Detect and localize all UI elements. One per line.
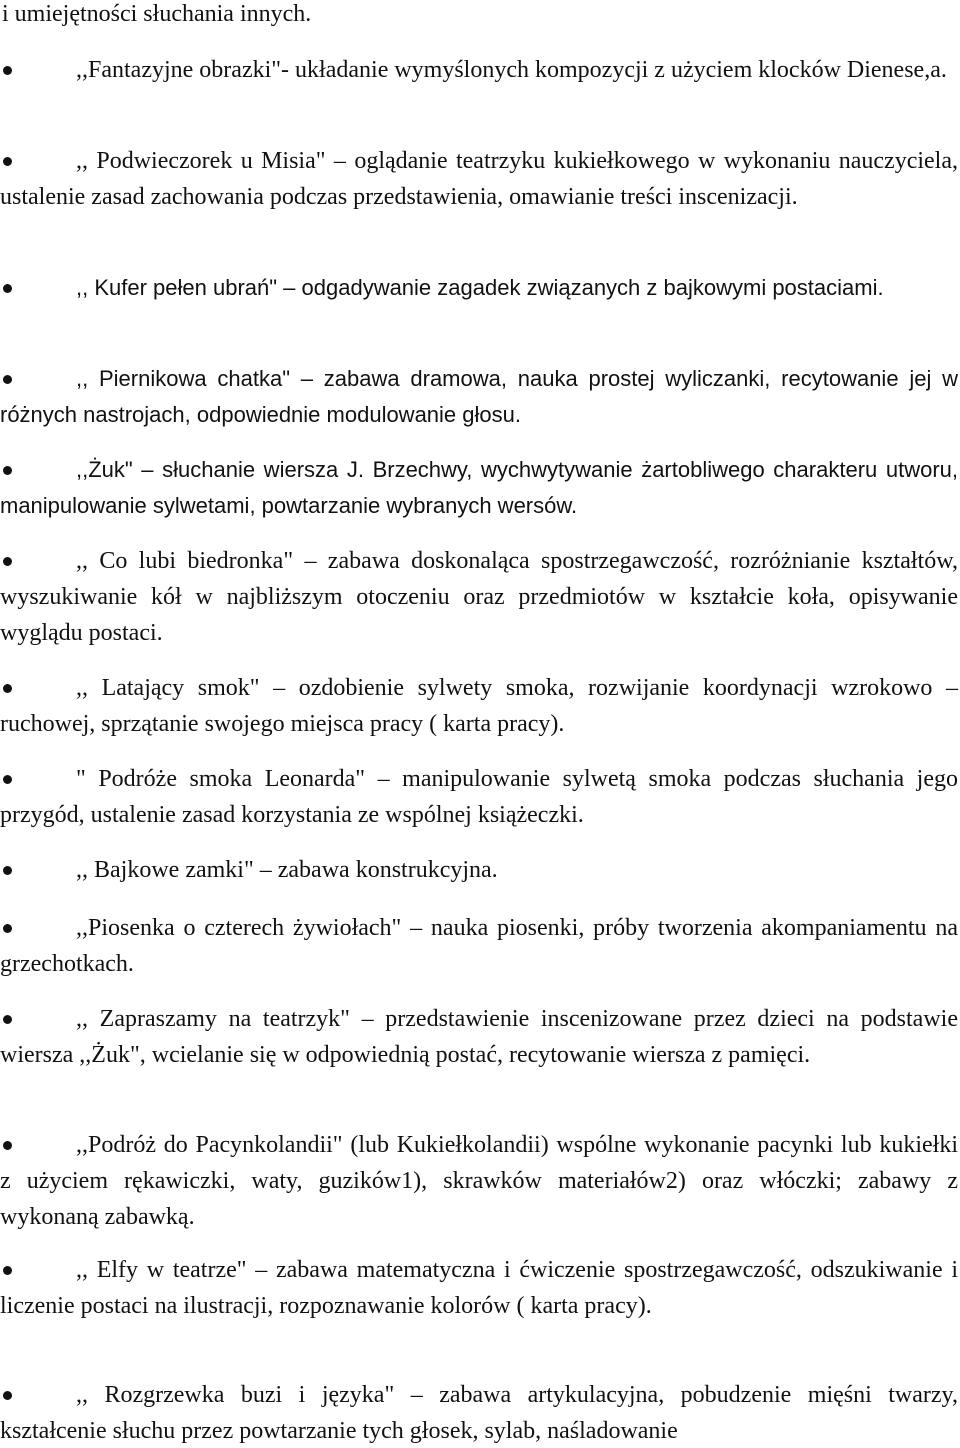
list-item [0,910,960,982]
intro-line: i umiejętności słuchania innych. [2,1,312,27]
bullet-icon [0,270,2,306]
list-item [0,1127,960,1235]
bullet-icon [0,452,2,488]
list-item-text: ,,Żuk" – słuchanie wiersza J. Brzechwy, wychwytywanie żartobliwego charakteru utworu, manipulowanie sylwetami, powtarzanie wybranych wersów. [0,457,958,518]
list-item-text: ,, Latający smok" – ozdobienie sylwety smoka, rozwijanie koordynacji wzrokowo – ruchowej, sprzątanie swojego miejsca pracy ( karta pracy). [0,675,958,737]
list-item-text: ,, Bajkowe zamki" – zabawa konstrukcyjna. [76,857,498,883]
bullet-icon [0,761,2,797]
list-item-text: ,, Co lubi biedronka" – zabawa doskonaląca spostrzegawczość, rozróżnianie kształtów, wyszukiwanie kół w najbliższym otoczeniu oraz przedmiotów w kształcie koła, opisywanie wyglądu postaci. [0,548,958,646]
list-item-text: ,, Rozgrzewka buzi i języka" – zabawa artykulacyjna, pobudzenie mięśni twarzy, kształcenie słuchu przez powtarzanie tych głosek, sylab, naśladowanie [0,1382,958,1444]
list-item [0,52,960,88]
list-item [0,143,960,215]
list-item-text: ,,Podróż do Pacynkolandii" (lub Kukiełkolandii) wspólne wykonanie pacynki lub kukiełki z użyciem rękawiczki, waty, guzików1), skrawków materiałów2) oraz włóczki; zabawy z wykonaną zabawką. [0,1132,958,1230]
list-item-text: ,,Fantazyjne obrazki"- układanie wymyślonych kompozycji z użyciem klocków Dienese,a. [76,57,947,83]
list-item [0,1001,960,1073]
bullet-icon [0,670,2,706]
list-item [0,670,960,742]
list-item [0,361,960,433]
list-item-text: ,, Podwieczorek u Misia" – oglądanie teatrzyku kukiełkowego w wykonaniu nauczyciela, ustalenie zasad zachowania podczas przedstawienia, omawianie treści inscenizacji. [0,148,958,210]
list-item-text: " Podróże smoka Leonarda" – manipulowanie sylwetą smoka podczas słuchania jego przygód, ustalenie zasad korzystania ze wspólnej książeczki. [0,766,958,828]
list-item-text: ,, Piernikowa chatka" – zabawa dramowa, nauka prostej wyliczanki, recytowanie jej w różnych nastrojach, odpowiednie modulowanie głosu. [0,366,958,427]
list-item [0,1252,960,1324]
bullet-icon [0,1377,2,1413]
bullet-icon [0,361,2,397]
list-item-text: ,,Piosenka o czterech żywiołach" – nauka piosenki, próby tworzenia akompaniamentu na grzechotkach. [0,915,958,977]
bullet-icon [0,143,2,179]
list-item-text: ,, Elfy w teatrze" – zabawa matematyczna i ćwiczenie spostrzegawczość, odszukiwanie i liczenie postaci na ilustracji, rozpoznawanie kolorów ( karta pracy). [0,1257,958,1319]
bullet-icon [0,52,2,88]
list-item [0,1377,960,1448]
bullet-icon [0,543,2,579]
list-item [0,543,960,651]
bullet-icon [0,1001,2,1037]
list-item-text: ,, Kufer pełen ubrań" – odgadywanie zagadek związanych z bajkowymi postaciami. [76,275,884,300]
list-item [0,761,960,833]
list-item [0,852,960,888]
bullet-icon [0,1127,2,1163]
bullet-icon [0,910,2,946]
bullet-icon [0,1252,2,1288]
bullet-icon [0,852,2,888]
list-item [0,270,960,306]
list-item [0,452,960,524]
list-item-text: ,, Zapraszamy na teatrzyk" – przedstawienie inscenizowane przez dzieci na podstawie wiersza ,,Żuk", wcielanie się w odpowiednią postać, recytowanie wiersza z pamięci. [0,1006,958,1068]
